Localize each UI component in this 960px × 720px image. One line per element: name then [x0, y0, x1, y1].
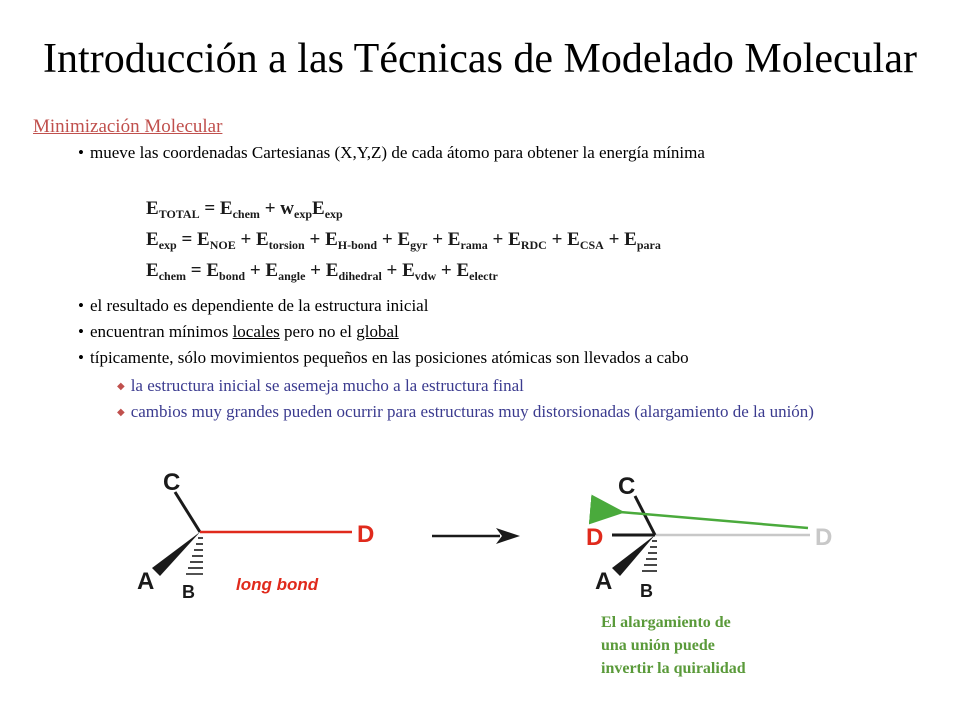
word-locales: locales — [232, 322, 280, 341]
transformation-arrow — [432, 528, 520, 544]
bullet-local-minima: • encuentran mínimos locales pero no el global — [78, 322, 399, 341]
atom-b-left: B — [182, 582, 195, 602]
bullet-dot: • — [78, 348, 84, 367]
chirality-caption: El alargamiento de una unión puede invertir la quiralidad — [601, 614, 746, 677]
atom-a-right: A — [595, 568, 613, 595]
bullet-dot: • — [78, 296, 84, 315]
word-global: global — [356, 322, 399, 341]
equation-exp: $E_{exp} = E_{NOE} + E_{torsion} + E_{H-bond} + E_{gyr} + E_{rama} + E_{RDC} + E_{CSA} + E_{para}$ — [146, 229, 661, 252]
bullet-text: típicamente, sólo movimientos pequeños en las posiciones atómicas son llevados a cabo — [90, 348, 689, 367]
equation-total: $E_{TOTAL} = E_{chem} + w_{exp}E_{exp}$ — [146, 198, 343, 221]
bond-c-left — [175, 492, 200, 532]
sub-bullet-similar: ◆ la estructura inicial se asemeja mucho a la estructura final — [117, 376, 524, 395]
bullet-text: el resultado es dependiente de la estructura inicial — [90, 296, 429, 315]
long-bond-label: long bond — [236, 575, 319, 594]
molecule-right — [586, 473, 832, 601]
atom-b-right: B — [640, 581, 653, 601]
diamond-icon: ◆ — [117, 407, 125, 418]
molecule-left — [137, 469, 374, 602]
atom-d-left: D — [357, 521, 375, 548]
atom-a-left: A — [137, 568, 155, 595]
wedge-bond-a-left — [152, 532, 200, 576]
atom-c-right: C — [618, 473, 636, 500]
section-heading: Minimización Molecular — [33, 116, 223, 137]
page-title: Introducción a las Técnicas de Modelado Molecular — [43, 36, 917, 82]
equation-chem: $E_{chem} = E_{bond} + E_{angle} + E_{dihedral} + E_{vdw} + E_{electr}$ — [146, 260, 498, 283]
atom-d-new-right: D — [586, 524, 604, 551]
bullet-dot: • — [78, 143, 84, 162]
atom-d-old-right: D — [815, 524, 833, 551]
wedge-bond-a-right — [612, 535, 655, 576]
bullet-text: mueve las coordenadas Cartesianas (X,Y,Z) de cada átomo para obtener la energía mínima — [90, 143, 705, 162]
bullet-dot: • — [78, 322, 84, 341]
atom-c-left: C — [163, 469, 181, 496]
diamond-icon: ◆ — [117, 381, 125, 392]
sub-bullet-large-changes: ◆ cambios muy grandes pueden ocurrir para estructuras muy distorsionadas (alargamiento de la unión) — [117, 402, 814, 421]
